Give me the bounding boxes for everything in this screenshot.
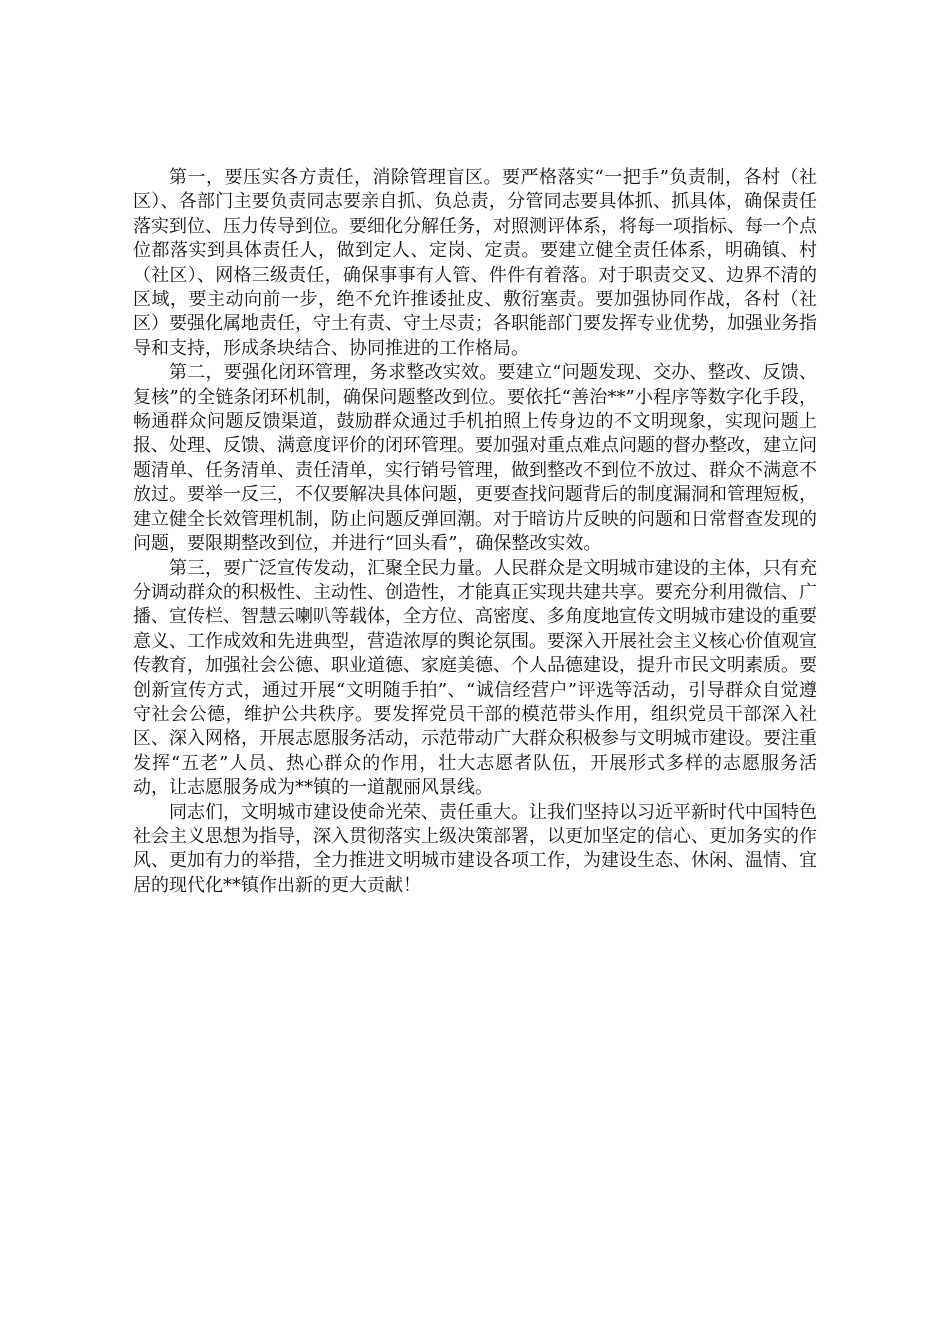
paragraph-second-point: 第二，要强化闭环管理，务求整改实效。要建立“问题发现、交办、整改、反馈、复核”的全链条闭环机制，确保问题整改到位。要依托“善治**”小程序等数字化手段，畅通群众问题反馈渠道，鼓励群众通过手机拍照上传身边的不文明现象，实现问题上报、处理、反馈、满意度评价的闭环管理。要加强对重点难点问题的督办整改，建立问题清单、任务清单、责任清单，实行销号管理，做到整改不到位不放过、群众不满意不放过。要举一反三，不仅要解决具体问题，更要查找问题背后的制度漏洞和管理短板，建立健全长效管理机制，防止问题反弹回潮。对于暗访片反映的问题和日常督查发现的问题，要限期整改到位，并进行“回头看”，确保整改实效。 (133, 362, 817, 555)
paragraph-closing: 同志们，文明城市建设使命光荣、责任重大。让我们坚持以习近平新时代中国特色社会主义思想为指导，深入贯彻落实上级决策部署，以更加坚定的信心、更加务实的作风、更加有力的举措，全力推进文明城市建设各项工作，为建设生态、休闲、温情、宜居的现代化**镇作出新的更大贡献！ (133, 801, 817, 896)
paragraph-third-point: 第三，要广泛宣传发动，汇聚全民力量。人民群众是文明城市建设的主体，只有充分调动群众的积极性、主动性、创造性，才能真正实现共建共享。要充分利用微信、广播、宣传栏、智慧云喇叭等载体，全方位、高密度、多角度地宣传文明城市建设的重要意义、工作成效和先进典型，营造浓厚的舆论氛围。要深入开展社会主义核心价值观宣传教育，加强社会公德、职业道德、家庭美德、个人品德建设，提升市民文明素质。要创新宣传方式，通过开展“文明随手拍”、“诚信经营户”评选等活动，引导群众自觉遵守社会公德，维护公共秩序。要发挥党员干部的模范带头作用，组织党员干部深入社区、深入网格，开展志愿服务活动，示范带动广大群众积极参与文明城市建设。要注重发挥“五老”人员、热心群众的作用，壮大志愿者队伍，开展形式多样的志愿服务活动，让志愿服务成为**镇的一道靓丽风景线。 (133, 557, 817, 799)
paragraph-first-point: 第一，要压实各方责任，消除管理盲区。要严格落实“一把手”负责制，各村（社区）、各部门主要负责同志要亲自抓、负总责，分管同志要具体抓、抓具体，确保责任落实到位、压力传导到位。要细化分解任务，对照测评体系，将每一项指标、每一个点位都落实到具体责任人，做到定人、定岗、定责。要建立健全责任体系，明确镇、村（社区）、网格三级责任，确保事事有人管、件件有着落。对于职责交叉、边界不清的区域，要主动向前一步，绝不允许推诿扯皮、敷衍塞责。要加强协同作战，各村（社区）要强化属地责任，守土有责、守土尽责；各职能部门要发挥专业优势，加强业务指导和支持，形成条块结合、协同推进的工作格局。 (133, 167, 817, 359)
document-body (133, 166, 817, 898)
